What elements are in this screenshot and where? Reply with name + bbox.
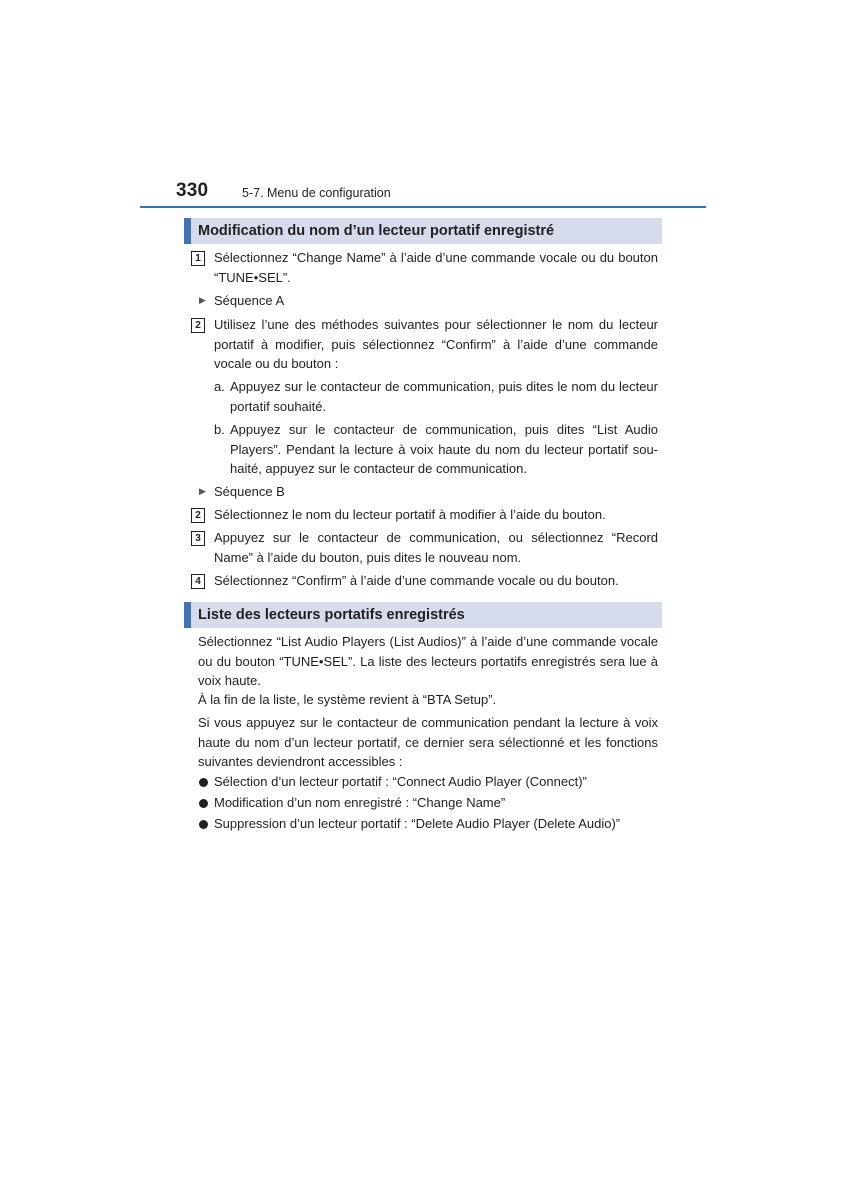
function-bullet-item: Modification d’un nom enregistré : “Change Name” (214, 795, 506, 810)
function-bullet-item: Suppression d’un lecteur portatif : “Delete Audio Player (Delete Audio)” (214, 816, 621, 831)
sequence-b-label: Séquence B (214, 484, 285, 499)
step-number-1: 1 (191, 251, 205, 266)
step-number-3: 3 (191, 531, 205, 546)
list-paragraph-3: Si vous appuyez sur le contacteur de communication pendant la lecture à voix haute du nom d’un lecteur portatif, ce dernier sera sélectionné et les fonctions suivantes deviendront accessibles : (198, 715, 658, 769)
step-3-text: Appuyez sur le contacteur de communication, ou sélectionnez “Record Name” à l’aide du bouton, puis dites le nouveau nom. (214, 530, 658, 565)
list-paragraph-2: À la fin de la liste, le système revient à “BTA Setup”. (198, 692, 497, 707)
sequence-a-label: Séquence A (214, 293, 285, 308)
page-number: 330 (176, 180, 209, 201)
bullet-icon (199, 778, 208, 787)
list-paragraph-1: Sélectionnez “List Audio Players (List Audios)” à l’aide d’une commande vocale ou du bouton “TUNE•SEL”. La liste des lecteurs portatifs enregistrés sera lue à voix haute. (198, 634, 658, 688)
function-bullet-item: Sélection d’un lecteur portatif : “Connect Audio Player (Connect)” (214, 774, 587, 789)
step-number-4: 4 (191, 574, 205, 589)
sub-step-b-label: b. (214, 422, 225, 437)
section-heading-rename: Modification du nom d’un lecteur portatif enregistré (184, 218, 662, 244)
section-heading-list: Liste des lecteurs portatifs enregistrés (184, 602, 662, 628)
bullet-icon (199, 820, 208, 829)
sub-step-a-label: a. (214, 379, 225, 394)
step-1-text: Sélectionnez “Change Name” à l’aide d’une commande vocale ou du bouton “TUNE•SEL”. (214, 250, 658, 285)
step-4-text: Sélectionnez “Confirm” à l’aide d’une commande vocale ou du bouton. (214, 573, 619, 588)
step-2b-text: Sélectionnez le nom du lecteur portatif à modifier à l’aide du bouton. (214, 507, 606, 522)
step-number-2b: 2 (191, 508, 205, 523)
arrow-right-icon: ▶ (199, 295, 206, 305)
sub-step-b-text: Appuyez sur le contacteur de communication, puis dites “List Audio Players”. Pendant la lecture à voix haute du nom du lecteur portatif sou-haité, appuyez sur le contacteur de communication. (230, 422, 658, 476)
section-reference: 5-7. Menu de configuration (242, 186, 391, 200)
step-number-2: 2 (191, 318, 205, 333)
sub-step-a-text: Appuyez sur le contacteur de communication, puis dites le nom du lecteur portatif souhaité. (230, 379, 658, 414)
arrow-right-icon: ▶ (199, 486, 206, 496)
bullet-icon (199, 799, 208, 808)
header-divider (140, 206, 706, 208)
step-2-text: Utilisez l’une des méthodes suivantes pour sélectionner le nom du lecteur portatif à modifier, puis sélectionnez “Confirm” à l’aide d’une commande vocale ou du bouton : (214, 317, 658, 371)
